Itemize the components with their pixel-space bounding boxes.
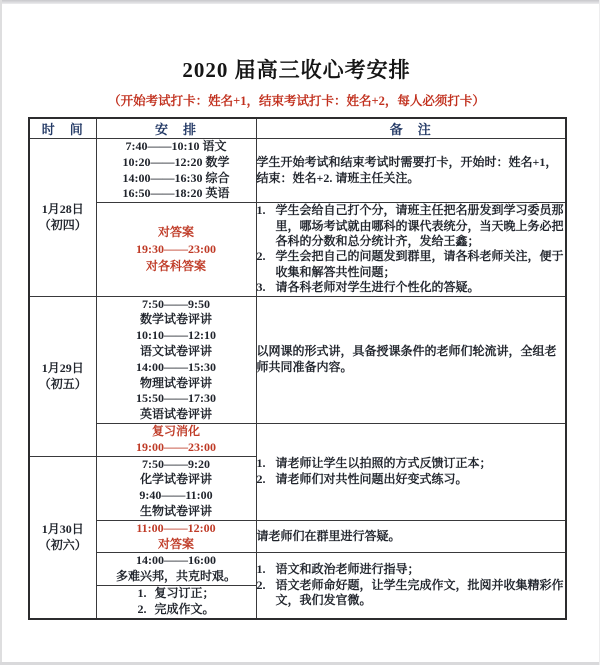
schedule-line: 10:20——12:20 数学: [122, 154, 230, 169]
item-number: 1.: [256, 562, 266, 577]
note-item: [137, 602, 214, 618]
item-text: 学生会把自己的问题发到群里，请各科老师关注，便于收集和解答共性问题；: [275, 249, 564, 279]
schedule-line: 生物试卷评讲: [139, 503, 212, 518]
item-number: 1.: [256, 203, 266, 218]
date-text: 1月29日: [41, 360, 84, 375]
header-row: [29, 118, 566, 139]
date-cell-jan28: [29, 139, 96, 297]
schedule-line: 15:50——17:30: [136, 391, 216, 406]
date-cell-jan30: [29, 456, 96, 618]
header-schedule: 安 排: [96, 118, 256, 139]
schedule-line: 14:00——15:30: [136, 359, 216, 374]
schedule-line: 9:40——11:00: [139, 488, 213, 503]
row-jan28-exams: [29, 139, 566, 203]
note-item: [257, 456, 566, 471]
homework-list: [137, 586, 214, 618]
date-text: 1月28日: [41, 201, 84, 216]
note-cell-digest-review: [256, 424, 566, 521]
note-text: 学生开始考试和结束考试时需要打卡，开始时：姓名+1，结束：姓名+2. 请班主任关注。: [256, 155, 558, 185]
row-jan28-answers: [29, 203, 566, 296]
item-number: 2.: [256, 249, 266, 264]
item-number: 2.: [256, 577, 266, 592]
row-jan30-afternoon: [29, 553, 566, 586]
lunar-date-text: （初六）: [38, 538, 87, 553]
note-item: [257, 280, 566, 295]
note-item: [257, 578, 566, 609]
row-jan30-answers: [29, 520, 566, 553]
page-subtitle: （开始考试打卡：姓名+1，结束考试打卡：姓名+2，每人必须打卡）: [108, 94, 485, 108]
item-text: 学生会给自己打个分，请班主任把名册发到学习委员那里，哪场考试就由哪科的课代表统分，当天晚上务必把各科的分数和总分统计齐，发给王鑫；: [275, 203, 564, 248]
photo-edge-left: [0, 0, 2, 665]
schedule-line: 对答案: [157, 224, 194, 239]
schedule-cell-jan30-answers: [96, 520, 256, 553]
item-text: 复习订正；: [154, 585, 215, 600]
header-note: 备 注: [256, 118, 566, 139]
schedule-line: 多难兴邦，共克时艰。: [115, 569, 236, 584]
item-number: 2.: [137, 601, 147, 616]
row-jan29-review: [29, 296, 566, 423]
note-cell-afternoon: [256, 553, 566, 619]
schedule-line: 对答案: [157, 536, 194, 551]
item-text: 请老师让学生以拍照的方式反馈订正本；: [275, 456, 492, 471]
schedule-line: 英语试卷评讲: [139, 407, 212, 422]
schedule-line: 对各科答案: [145, 258, 206, 273]
schedule-cell-morning-review: [96, 456, 256, 520]
note-cell-review: [256, 296, 566, 423]
note-item: [257, 203, 566, 249]
schedule-cell-digest: [96, 424, 256, 457]
item-number: 3.: [256, 280, 266, 295]
exam-schedule-table: [28, 117, 567, 620]
schedule-line: 物理试卷评讲: [139, 375, 212, 390]
schedule-line: 11:00——12:00: [136, 520, 216, 535]
photo-edge-top: [0, 0, 600, 4]
note-text: 以网课的形式讲，具备授课条件的老师们轮流讲，全组老师共同准备内容。: [256, 344, 557, 374]
lunar-date-text: （初五）: [38, 377, 87, 392]
row-jan29-digest: [29, 424, 566, 457]
item-text: 语文和政治老师进行指导；: [275, 562, 420, 577]
schedule-line: 化学试卷评讲: [139, 472, 212, 487]
schedule-cell-homework: [96, 585, 256, 618]
note-cell-jan30-answers: [256, 520, 566, 553]
note-item: [257, 472, 566, 487]
schedule-cell-exams: [96, 139, 256, 203]
schedule-line: 16:50——18:20 英语: [122, 186, 230, 201]
item-number: 1.: [256, 456, 266, 471]
schedule-line: 14:00——16:30 综合: [122, 170, 230, 185]
date-cell-jan29: [29, 296, 96, 456]
schedule-line: 7:50——9:20: [142, 456, 210, 471]
note-text: 请老师们在群里进行答疑。: [256, 528, 401, 543]
schedule-cell-answers: [96, 203, 256, 296]
schedule-line: 7:50——9:50: [142, 296, 210, 311]
date-text: 1月30日: [41, 521, 84, 536]
schedule-line: 10:10——12:10: [136, 328, 216, 343]
note-item: [257, 562, 566, 577]
item-number: 2.: [256, 471, 266, 486]
note-item: [257, 249, 566, 280]
item-number: 1.: [137, 585, 147, 600]
note-item: [137, 586, 214, 602]
schedule-line: 14:00——16:00: [136, 553, 216, 568]
schedule-cell-afternoon: [96, 553, 256, 586]
header-time: 时 间: [29, 118, 96, 139]
schedule-cell-review: [96, 296, 256, 423]
schedule-line: 19:30——23:00: [136, 241, 216, 256]
lunar-date-text: （初四）: [38, 218, 87, 233]
note-cell-exams: [256, 139, 566, 203]
item-text: 请各科老师对学生进行个性化的答疑。: [275, 280, 480, 295]
note-cell-answers: [256, 203, 566, 296]
schedule-line: 语文试卷评讲: [139, 344, 212, 359]
schedule-line: 复习消化: [151, 424, 200, 438]
item-text: 完成作文。: [154, 601, 215, 616]
page-title: 2020 届高三收心考安排: [182, 58, 411, 82]
item-text: 请老师们对共性问题出好变式练习。: [275, 471, 468, 486]
item-text: 语文老师命好题，让学生完成作文，批阅并收集精彩作文，我们发官微。: [275, 577, 564, 608]
schedule-line: 19:00——23:00: [136, 439, 216, 454]
schedule-line: 7:40——10:10 语文: [125, 139, 227, 153]
schedule-line: 数学试卷评讲: [139, 312, 212, 327]
